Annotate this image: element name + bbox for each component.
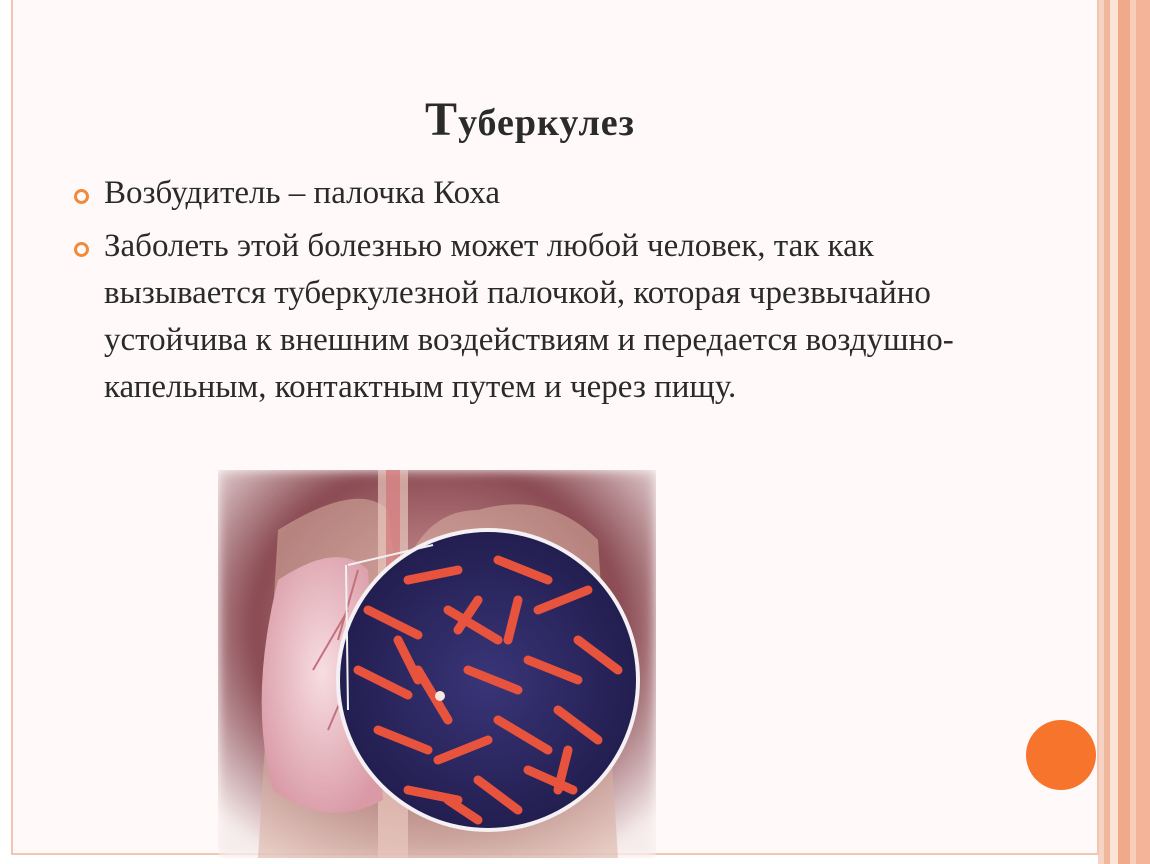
bullet-marker-icon xyxy=(74,242,89,257)
bullet-item xyxy=(74,170,974,217)
title-rest: уберкулез xyxy=(458,102,635,144)
title-first-letter: Т xyxy=(425,93,459,146)
bullet-list xyxy=(74,170,974,417)
tuberculosis-image xyxy=(218,470,656,858)
bullet-item xyxy=(74,223,974,411)
slide-title xyxy=(0,92,1060,147)
tuberculosis-illustration xyxy=(218,470,656,858)
decor-stripe xyxy=(1118,0,1130,864)
decor-stripe xyxy=(1136,0,1150,864)
bullet-marker-icon xyxy=(74,189,89,204)
bullet-text: Возбудитель – палочка Коха xyxy=(104,175,501,211)
decor-orange-circle xyxy=(1026,720,1096,790)
decor-stripe xyxy=(1110,0,1118,864)
bullet-text: Заболеть этой болезнью может любой человек, так как вызывается туберкулезной палочкой, которая чрезвычайно устойчива к внешним воздействиям и передается воздушно-капельным, контактным путем и через пищу. xyxy=(104,228,954,405)
